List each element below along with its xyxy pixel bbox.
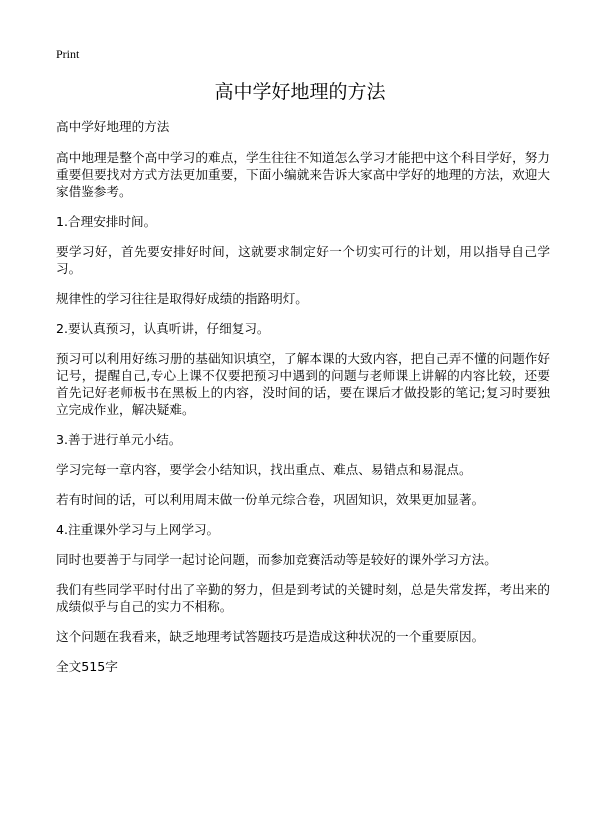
paragraph: 规律性的学习往往是取得好成绩的指路明灯。 [56, 291, 308, 306]
paragraph: 要学习好，首先要安排好时间，这就要求制定好一个切实可行的计划，用以指导自己学习。 [56, 244, 550, 276]
section-heading-2: 2.要认真预习，认真听讲，仔细复习。 [56, 321, 270, 336]
paragraph: 同时也要善于与同学一起讨论问题，而参加竞赛活动等是较好的课外学习方法。 [56, 552, 497, 567]
print-label: Print [56, 47, 80, 61]
intro-paragraph: 高中地理是整个高中学习的难点，学生往往不知道怎么学习才能把中这个科目学好，努力重要但要找对方式方法更加重要，下面小编就来告诉大家高中学好的地理的方法，欢迎大家借鉴参考。 [56, 150, 550, 199]
paragraph: 预习可以利用好练习册的基础知识填空，了解本课的大致内容，把自己弄不懂的问题作好记号，提醒自己,专心上课不仅要把预习中遇到的问题与老师课上讲解的内容比较，还要首先记好老师板书在黑板上的内容，没时间的话，要在课后才做投影的笔记;复习时要独立完成作业，解决疑难。 [56, 351, 550, 417]
section-heading-1: 1.合理安排时间。 [56, 214, 157, 229]
section-heading-4: 4.注重课外学习与上网学习。 [56, 522, 220, 537]
article-body [56, 118, 550, 688]
article-subtitle: 高中学好地理的方法 [56, 119, 170, 134]
section-heading-3: 3.善于进行单元小结。 [56, 432, 182, 447]
paragraph: 若有时间的话，可以利用周末做一份单元综合卷，巩固知识，效果更加显著。 [56, 492, 485, 507]
paragraph: 我们有些同学平时付出了辛勤的努力，但是到考试的关键时刻，总是失常发挥，考出来的成绩似乎与自己的实力不相称。 [56, 582, 550, 614]
paragraph: 这个问题在我看来，缺乏地理考试答题技巧是造成这种状况的一个重要原因。 [56, 629, 485, 644]
word-count: 全文515字 [56, 659, 118, 674]
article-title: 高中学好地理的方法 [214, 81, 386, 103]
paragraph: 学习完每一章内容，要学会小结知识，找出重点、难点、易错点和易混点。 [56, 462, 472, 477]
